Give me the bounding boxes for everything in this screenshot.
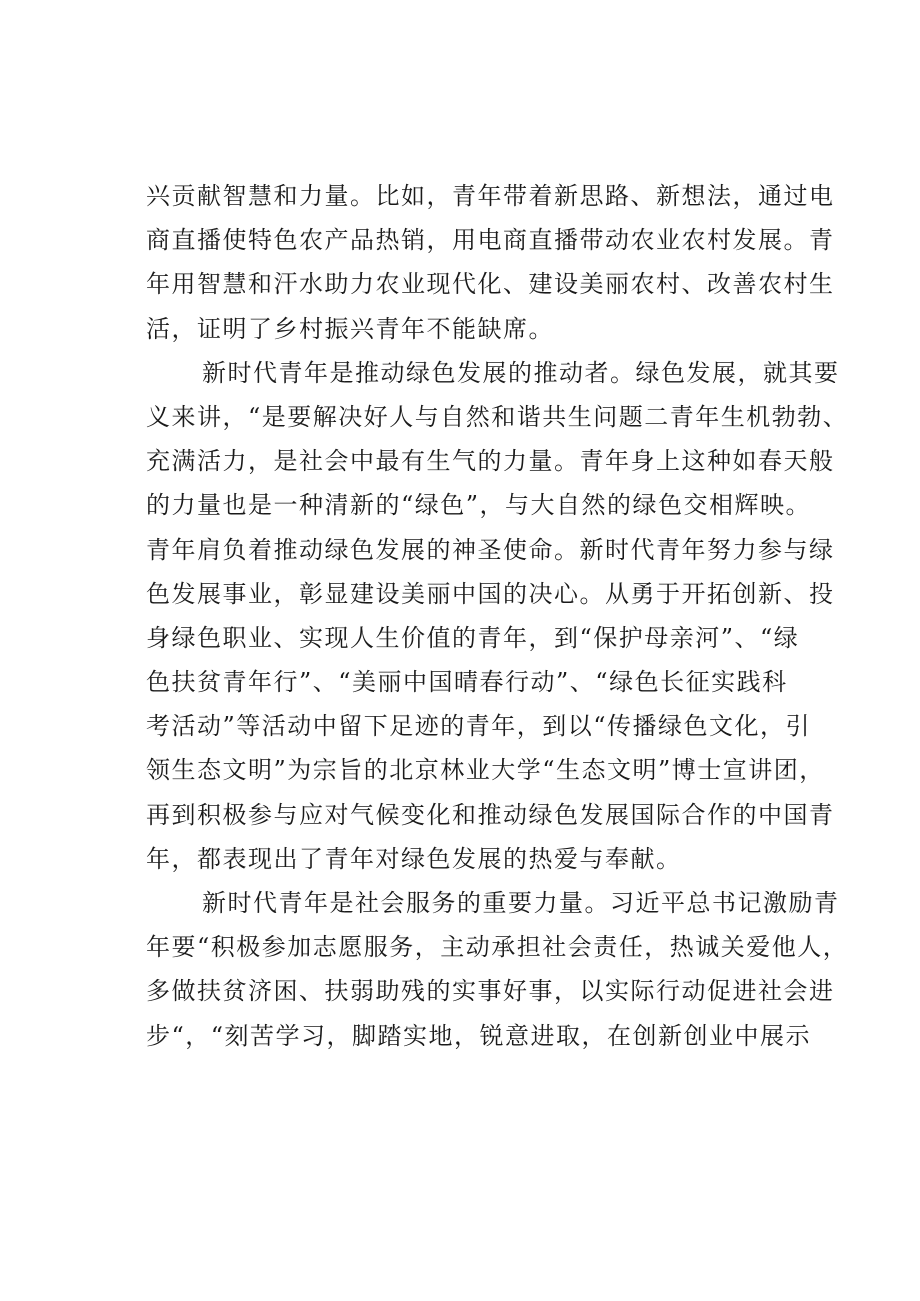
text-line: 色扶贫青年行”、“美丽中国晴春行动”、“绿色长征实践科 (146, 668, 788, 697)
text-line: 年要“积极参加志愿服务，主动承担社会责任，热诚关爱他人， (146, 933, 849, 962)
text-line: 商直播使特色农产品热销，用电商直播带动农业农村发展。青 (146, 226, 835, 255)
paragraph-first-line: 新时代青年是推动绿色发展的推动者。绿色发展，就其要 (202, 358, 840, 387)
text-line: 再到积极参与应对气候变化和推动绿色发展国际合作的中国青 (146, 800, 835, 829)
text-line: 的力量也是一种清新的“绿色”，与大自然的绿色交相辉映。 (146, 491, 812, 520)
text-line: 义来讲，“是要解决好人与自然和谐共生问题二青年生机勃勃、 (146, 402, 849, 431)
text-line: 充满活力，是社会中最有生气的力量。青年身上这种如春天般 (146, 447, 835, 476)
text-line: 年用智慧和汗水助力农业现代化、建设美丽农村、改善农村生 (146, 270, 835, 299)
text-line: 青年肩负着推动绿色发展的神圣使命。新时代青年努力参与绿 (146, 535, 835, 564)
text-line: 兴贡献智慧和力量。比如，青年带着新思路、新想法，通过电 (146, 182, 835, 210)
text-line: 考活动”等活动中留下足迹的青年，到以“传播绿色文化，引 (146, 712, 812, 741)
text-line: 身绿色职业、实现人生价值的青年，到“保护母亲河”、“绿 (146, 623, 800, 652)
text-line: 多做扶贫济困、扶弱助残的实事好事，以实际行动促进社会进 (146, 977, 835, 1006)
text-line: 步“，“刻苦学习，脚踏实地，锐意进取，在创新创业中展示 (146, 1021, 812, 1050)
document-body (146, 174, 849, 1058)
text-line: 活，证明了乡村振兴青年不能缺席。 (146, 314, 554, 343)
text-line: 年，都表现出了青年对绿色发展的热爱与奉献。 (146, 844, 682, 873)
text-line: 色发展事业，彰显建设美丽中国的决心。从勇于开拓创新、投 (146, 579, 835, 608)
text-line: 领生态文明”为宗旨的北京林业大学“生态文明”博士宣讲团， (146, 756, 825, 785)
paragraph-first-line: 新时代青年是社会服务的重要力量。习近平总书记激励青 (202, 889, 840, 917)
